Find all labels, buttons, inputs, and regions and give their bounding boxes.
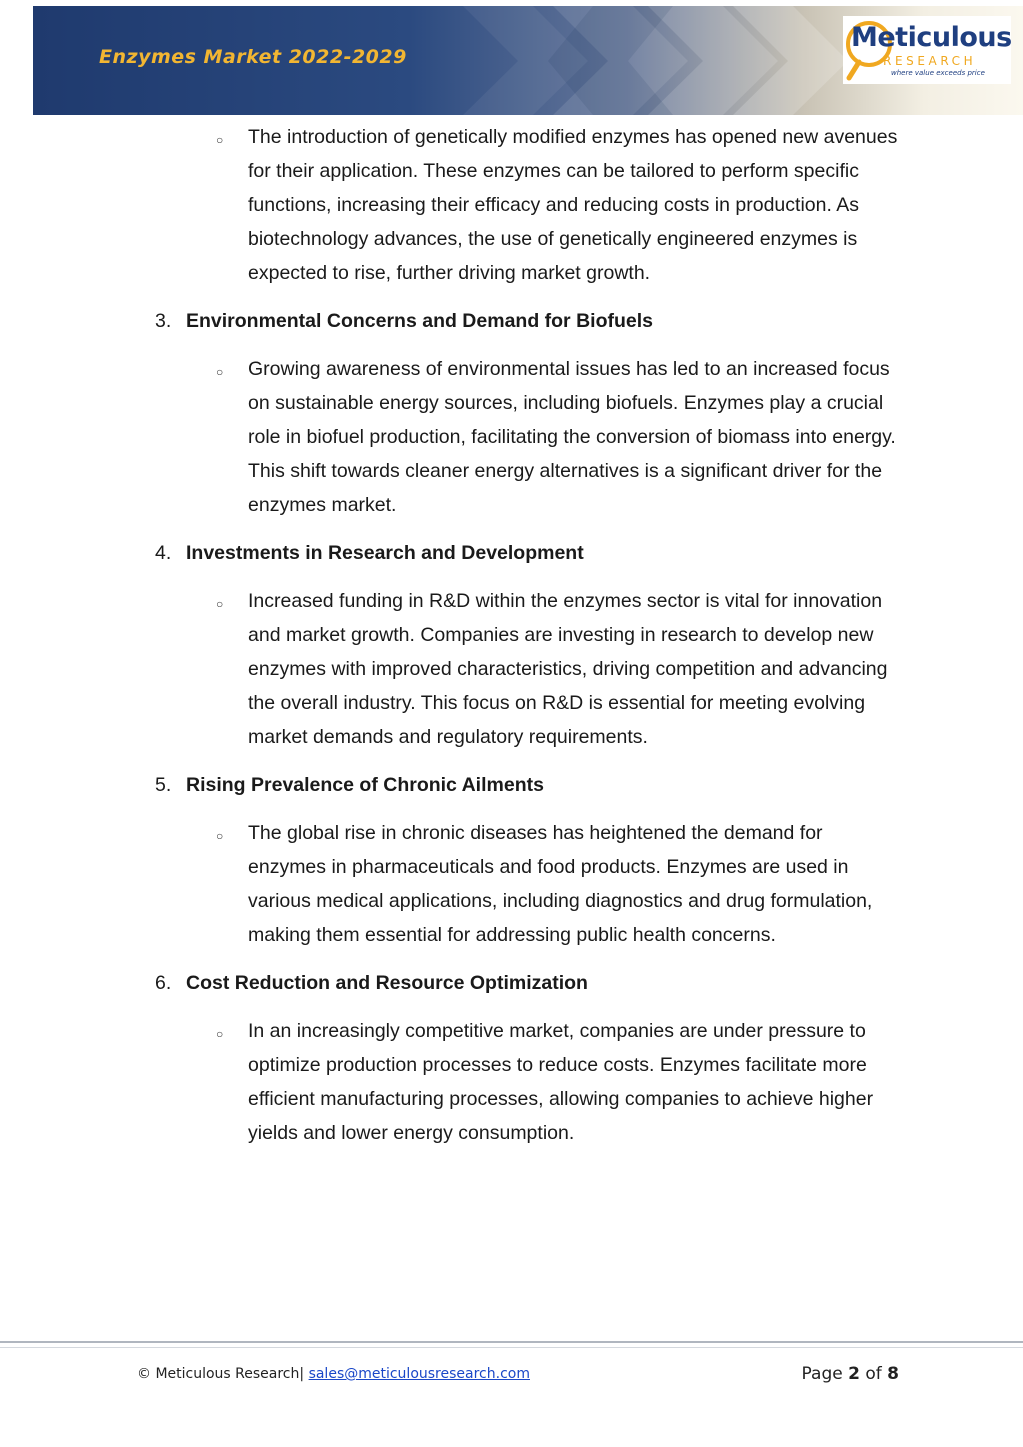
circle-bullet-icon: ○ — [216, 597, 224, 611]
bullet-text: The global rise in chronic diseases has heightened the demand for enzymes in pharmaceuticals and food products. Enzymes are used in various medical applications, including diagnostics and drug formulation, making them essential for addressing public health concerns. — [248, 822, 873, 946]
logo-subtitle: RESEARCH — [883, 54, 977, 68]
sales-email-link[interactable]: sales@meticulousresearch.com — [308, 1366, 530, 1382]
list-item-bullet — [0, 352, 898, 522]
document-body — [0, 120, 1023, 1164]
header-banner — [33, 6, 1023, 115]
logo-tagline: where value exceeds price — [891, 69, 985, 77]
page-label: Page — [801, 1364, 843, 1384]
logo-wordmark: Meticulous — [851, 22, 1012, 53]
list-item-bullet — [0, 120, 898, 290]
list-item-bullet — [0, 1014, 898, 1150]
bullet-text: Increased funding in R&D within the enzymes sector is vital for innovation and market growth. Companies are investing in research to develop new enzymes with improved characteristics, driving competition and advancing the overall industry. This focus on R&D is essential for meeting evolving market demands and regulatory requirements. — [248, 590, 888, 748]
section-number: 4. — [155, 542, 172, 564]
footer-divider — [0, 1341, 1023, 1348]
circle-bullet-icon: ○ — [216, 829, 224, 843]
bullet-text: Growing awareness of environmental issues has led to an increased focus on sustainable energy sources, including biofuels. Enzymes play a crucial role in biofuel production, facilitating the conversion of biomass into energy. This shift towards cleaner energy alternatives is a significant driver for the enzymes market. — [248, 358, 896, 516]
circle-bullet-icon: ○ — [216, 365, 224, 379]
list-item-bullet — [0, 584, 898, 754]
section-heading — [0, 536, 1023, 570]
section-heading — [0, 304, 1023, 338]
circle-bullet-icon: ○ — [216, 1027, 224, 1041]
bullet-text: In an increasingly competitive market, companies are under pressure to optimize production processes to reduce costs. Enzymes facilitate more efficient manufacturing processes, allowing companies to achieve higher yields and lower energy consumption. — [248, 1020, 874, 1144]
section-heading — [0, 768, 1023, 802]
section-number: 5. — [155, 774, 172, 796]
copyright-text: © Meticulous Research| — [137, 1366, 305, 1382]
list-item-bullet — [0, 816, 898, 952]
report-title: Enzymes Market 2022-2029 — [99, 46, 407, 68]
section-heading-text: Cost Reduction and Resource Optimization — [186, 972, 588, 994]
section-heading-text: Environmental Concerns and Demand for Biofuels — [186, 310, 653, 332]
total-pages-number: 8 — [887, 1364, 899, 1384]
section-heading-text: Rising Prevalence of Chronic Ailments — [186, 774, 544, 796]
section-heading — [0, 966, 1023, 1000]
section-number: 6. — [155, 972, 172, 994]
meticulous-research-logo — [843, 16, 1011, 84]
page-indicator — [802, 1364, 899, 1384]
section-number: 3. — [155, 310, 172, 332]
section-heading-text: Investments in Research and Development — [186, 542, 584, 564]
current-page-number: 2 — [848, 1364, 860, 1384]
footer-copyright — [137, 1366, 530, 1382]
bullet-text: The introduction of genetically modified enzymes has opened new avenues for their application. These enzymes can be tailored to perform specific functions, increasing their efficacy and reducing costs in production. As biotechnology advances, the use of genetically engineered enzymes is expected to rise, further driving market growth. — [248, 126, 898, 284]
circle-bullet-icon: ○ — [216, 133, 224, 147]
page-of-label: of — [865, 1364, 882, 1384]
